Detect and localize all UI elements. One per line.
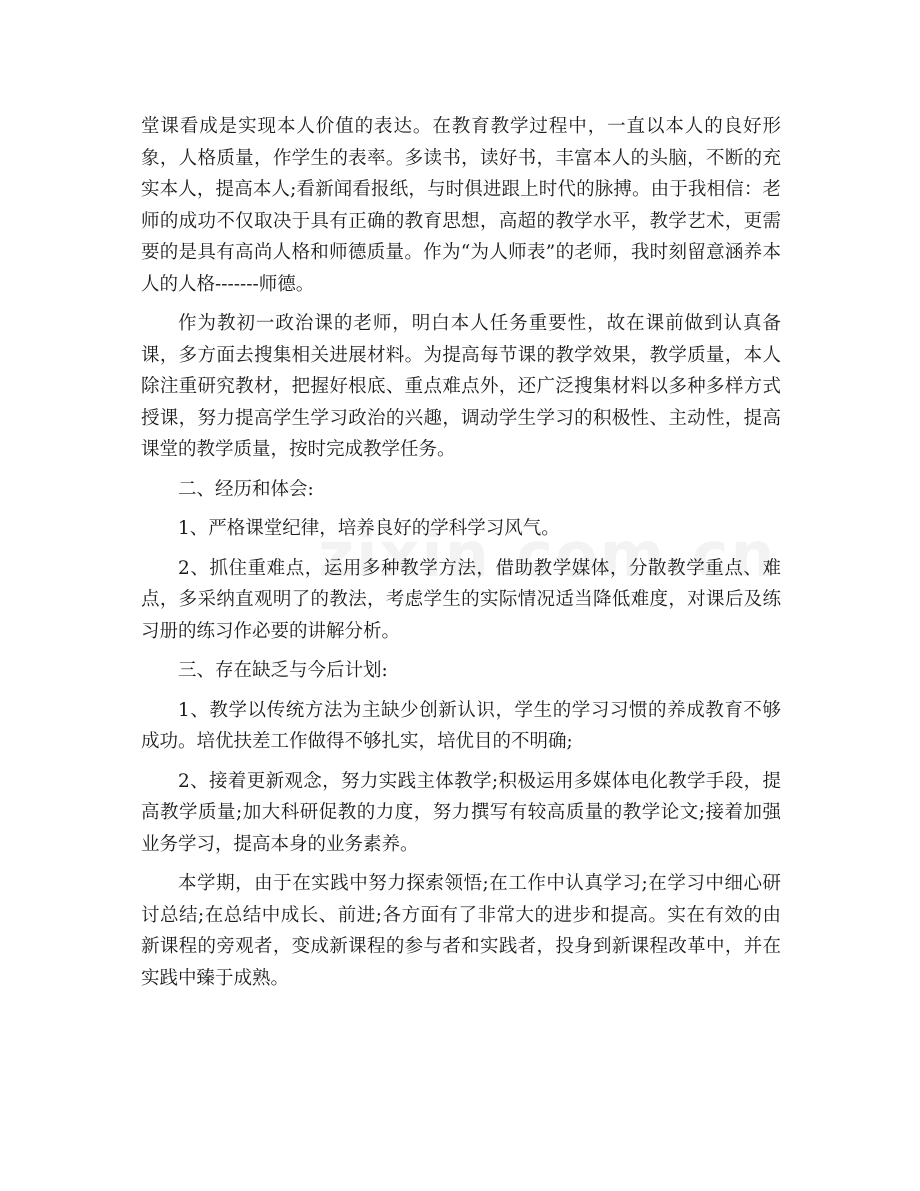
paragraph-experience-1: 1、严格课堂纪律，培养良好的学科学习风气。 xyxy=(178,518,560,539)
paragraph-plan-1: 1、教学以传统方法为主缺少创新认识，学生的学习习惯的养成教育不够成功。培优扶差工作做得不够扎实，培优目的不明确; xyxy=(141,699,781,752)
paragraph-1: 堂课看成是实现本人价值的表达。在教育教学过程中，一直以本人的良好形象，人格质量，作学生的表率。多读书，读好书，丰富本人的头脑，不断的充实本人，提高本人;看新闻看报纸，与时俱进跟上时代的脉搏。由于我相信：老师的成功不仅取决于具有正确的教育思想，高超的教学水平，教学艺术，更需要的是具有高尚人格和师德质量。作为“为人师表”的老师，我时刻留意涵养本人的人格-------师德。 xyxy=(141,116,781,295)
section-heading-plan: 三、存在缺乏与今后计划: xyxy=(178,660,388,681)
paragraph-experience-2: 2、抓住重难点，运用多种教学方法，借助教学媒体，分散教学重点、难点，多采纳直观明了的教法，考虑学生的实际情况适当降低难度，对课后及练习册的练习作必要的讲解分析。 xyxy=(141,557,781,642)
paragraph-conclusion: 本学期，由于在实践中努力探索领悟;在工作中认真学习;在学习中细心研讨总结;在总结中成长、前进;各方面有了非常大的进步和提高。实在有效的由新课程的旁观者，变成新课程的参与者和实践者，投身到新课程改革中，并在实践中臻于成熟。 xyxy=(141,873,781,989)
paragraph-plan-2: 2、接着更新观念，努力实践主体教学;积极运用多媒体电化教学手段，提高教学质量;加大科研促教的力度，努力撰写有较高质量的教学论文;接着加强业务学习，提高本身的业务素养。 xyxy=(141,770,781,855)
document-body xyxy=(141,111,781,1002)
paragraph-2: 作为教初一政治课的老师，明白本人任务重要性，故在课前做到认真备课，多方面去搜集相关进展材料。为提高每节课的教学效果，教学质量，本人除注重研究教材，把握好根底、重点难点外，还广泛搜集材料以多种多样方式授课，努力提高学生学习政治的兴趣，调动学生学习的积极性、主动性，提高课堂的教学质量，按时完成教学任务。 xyxy=(141,313,781,460)
section-heading-experience: 二、经历和体会: xyxy=(178,478,314,500)
